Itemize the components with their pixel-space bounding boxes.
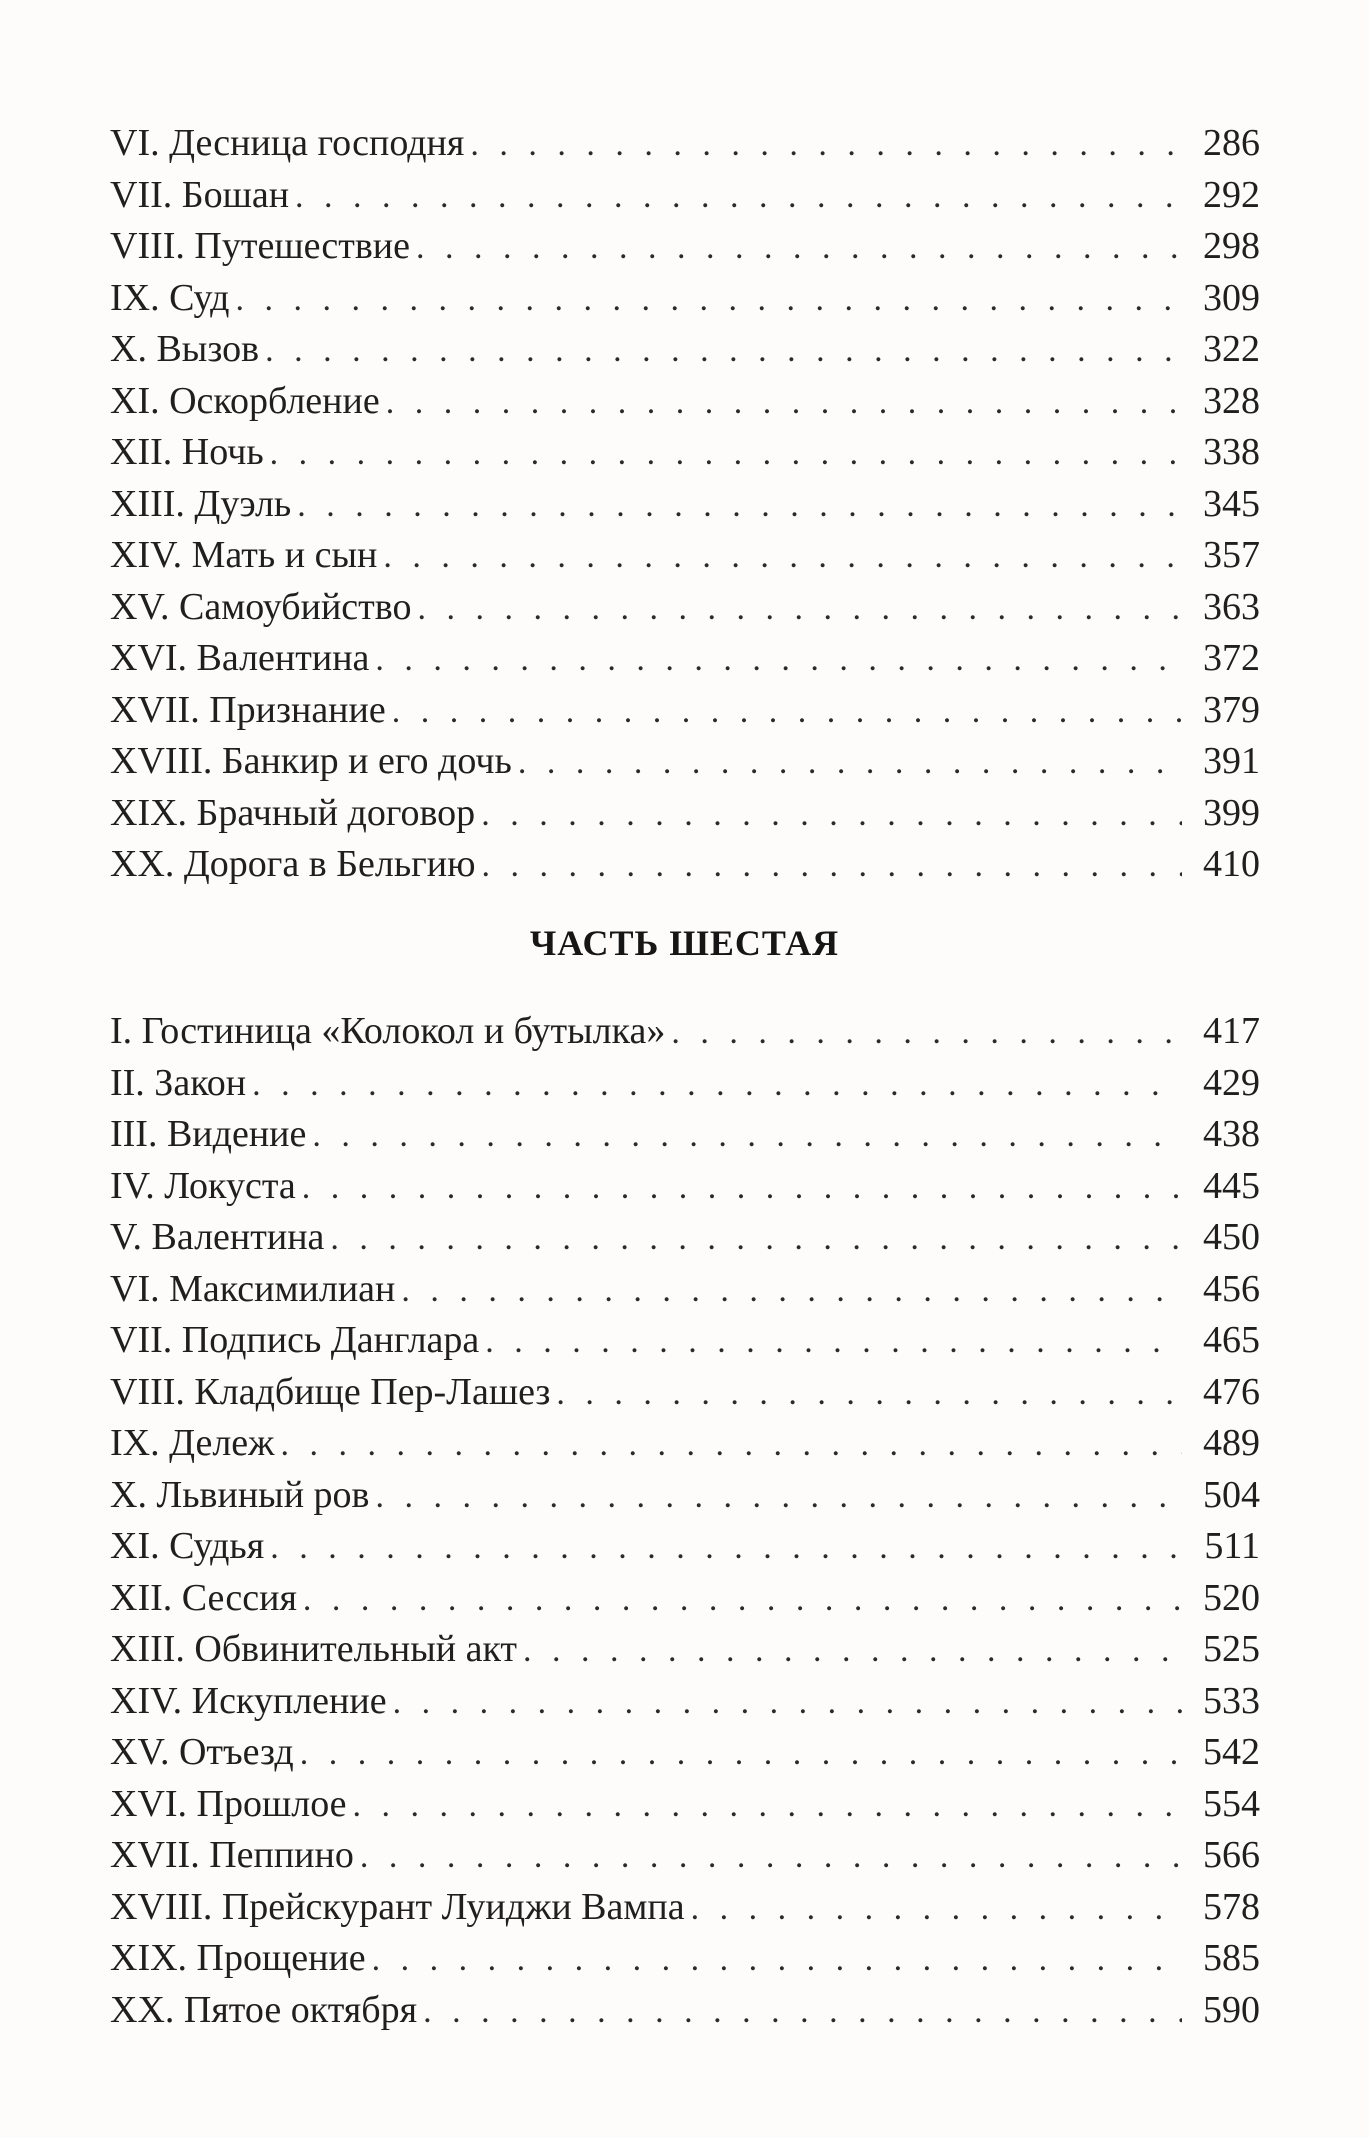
toc-entry	[110, 633, 1260, 685]
toc-leader-dots	[481, 789, 1182, 841]
toc-entry	[110, 170, 1260, 222]
toc-leader-dots	[485, 1316, 1182, 1368]
toc-entry-title: XV. Самоубийство	[110, 585, 412, 628]
toc-entry	[110, 1676, 1260, 1728]
toc-entry-title: XVI. Прошлое	[110, 1782, 347, 1825]
toc-entry-title: VI. Десница господня	[110, 122, 465, 164]
toc-entry-page-number: 590	[1203, 1988, 1260, 2031]
toc-entry-page-number: 363	[1203, 585, 1260, 628]
toc-entry-page-number: 286	[1203, 122, 1260, 164]
toc-entry-title: XVIII. Банкир и его дочь	[110, 740, 512, 782]
toc-entry-page-number: 554	[1203, 1782, 1260, 1825]
toc-entry-page-number: 542	[1203, 1731, 1260, 1773]
toc-leader-dots	[401, 1265, 1182, 1317]
toc-entry-title: I. Гостиница «Колокол и бутылка»	[110, 1010, 666, 1052]
toc-entry-page-number: 566	[1203, 1834, 1260, 1876]
toc-entry-title: XIII. Дуэль	[110, 482, 292, 525]
toc-entry-page-number: 445	[1203, 1164, 1260, 1207]
toc-entry-title: II. Закон	[110, 1061, 247, 1104]
toc-entry-page-number: 357	[1203, 534, 1260, 576]
toc-entry	[110, 1470, 1260, 1522]
toc-entry	[110, 1933, 1260, 1985]
toc-entry-page-number: 322	[1203, 328, 1260, 370]
toc-entry-page-number: 338	[1203, 431, 1260, 473]
toc-leader-dots	[312, 1110, 1182, 1162]
toc-entry-title: XI. Судья	[110, 1525, 265, 1567]
toc-entry-page-number: 585	[1203, 1937, 1260, 1979]
toc-entry	[110, 1624, 1260, 1676]
toc-leader-dots	[386, 377, 1182, 429]
toc-entry-page-number: 292	[1203, 173, 1260, 216]
toc-entry-page-number: 520	[1203, 1576, 1260, 1619]
part-heading: ЧАСТЬ ШЕСТАЯ	[529, 923, 840, 963]
toc-entry-page-number: 391	[1203, 740, 1260, 782]
toc-leader-dots	[523, 1625, 1182, 1677]
toc-entry-page-number: 578	[1203, 1885, 1260, 1928]
toc-entry-title: IV. Локуста	[110, 1164, 296, 1207]
toc-entry-page-number: 372	[1203, 637, 1260, 679]
toc-entry	[110, 273, 1260, 325]
toc-entry-title: X. Львиный ров	[110, 1473, 370, 1516]
toc-entry-title: XIX. Брачный договор	[110, 791, 476, 834]
toc-leader-dots	[270, 428, 1182, 480]
toc-entry	[110, 221, 1260, 273]
toc-entry-page-number: 429	[1203, 1061, 1260, 1104]
toc-entry	[110, 1109, 1260, 1161]
toc-leader-dots	[252, 1059, 1182, 1111]
toc-leader-dots	[235, 274, 1182, 326]
toc-entry-page-number: 533	[1203, 1679, 1260, 1722]
toc-entry-page-number: 489	[1203, 1422, 1260, 1464]
toc-entry-page-number: 298	[1203, 225, 1260, 267]
toc-entry-title: VII. Бошан	[110, 173, 290, 216]
toc-leader-dots	[280, 1419, 1182, 1471]
toc-entry	[110, 1006, 1260, 1058]
toc-leader-dots	[482, 840, 1183, 892]
toc-leader-dots	[383, 531, 1182, 583]
toc-leader-dots	[393, 1677, 1182, 1729]
toc-entry-title: V. Валентина	[110, 1216, 325, 1258]
toc-entry-title: XII. Ночь	[110, 431, 264, 473]
toc-entry-title: XX. Дорога в Бельгию	[110, 843, 476, 885]
toc-leader-dots	[416, 222, 1182, 274]
toc-entry-page-number: 410	[1203, 843, 1260, 885]
toc-leader-dots	[671, 1007, 1182, 1059]
toc-leader-dots	[297, 480, 1182, 532]
toc-entry	[110, 788, 1260, 840]
toc-entry-page-number: 399	[1203, 791, 1260, 834]
toc-entry	[110, 530, 1260, 582]
toc-entry-page-number: 379	[1203, 688, 1260, 731]
toc-entry-page-number: 417	[1203, 1010, 1260, 1052]
toc-entry	[110, 479, 1260, 531]
toc-entry-page-number: 345	[1203, 482, 1260, 525]
toc-entry-page-number: 438	[1203, 1113, 1260, 1155]
toc-entry	[110, 1573, 1260, 1625]
toc-entry	[110, 1315, 1260, 1367]
toc-entry	[110, 1985, 1260, 2037]
toc-leader-dots	[392, 686, 1182, 738]
toc-entry-title: VI. Максимилиан	[110, 1267, 396, 1310]
toc-entry-title: XII. Сессия	[110, 1576, 297, 1619]
toc-entry-page-number: 328	[1203, 379, 1260, 422]
toc-entry	[110, 427, 1260, 479]
toc-entry	[110, 1521, 1260, 1573]
toc-entry-page-number: 456	[1203, 1267, 1260, 1310]
toc-entry	[110, 736, 1260, 788]
toc-entry-title: XIV. Мать и сын	[110, 534, 378, 576]
toc-leader-dots	[375, 1471, 1182, 1523]
toc-leader-dots	[303, 1574, 1182, 1626]
toc-entry-title: X. Вызов	[110, 328, 260, 370]
toc-entry-page-number: 525	[1203, 1628, 1260, 1670]
toc-entry-page-number: 476	[1203, 1370, 1260, 1413]
toc-leader-dots	[372, 1934, 1182, 1986]
toc-entry-title: XIII. Обвинительный акт	[110, 1628, 518, 1670]
toc-leader-dots	[360, 1831, 1182, 1883]
toc-entry	[110, 1727, 1260, 1779]
toc-leader-dots	[265, 325, 1182, 377]
toc-entry	[110, 118, 1260, 170]
toc-entry-title: XV. Отъезд	[110, 1731, 294, 1773]
toc-entry	[110, 1058, 1260, 1110]
toc-list-first	[110, 118, 1260, 891]
toc-entry	[110, 1212, 1260, 1264]
toc-entry-title: XIV. Искупление	[110, 1679, 387, 1722]
toc-leader-dots	[691, 1883, 1182, 1935]
toc-leader-dots	[518, 737, 1182, 789]
toc-entry	[110, 582, 1260, 634]
toc-entry	[110, 1779, 1260, 1831]
toc-entry-title: XVI. Валентина	[110, 637, 370, 679]
toc-entry-title: XVIII. Прейскурант Луиджи Вампа	[110, 1885, 685, 1928]
toc-list-second	[110, 1006, 1260, 2036]
toc-leader-dots	[556, 1368, 1182, 1420]
toc-entry-title: VII. Подпись Данглара	[110, 1319, 480, 1361]
toc-entry-page-number: 450	[1203, 1216, 1260, 1258]
toc-entry	[110, 1161, 1260, 1213]
toc-entry-title: XI. Оскорбление	[110, 379, 380, 422]
toc-leader-dots	[470, 119, 1182, 171]
toc-entry	[110, 324, 1260, 376]
toc-entry	[110, 1830, 1260, 1882]
toc-entry-page-number: 465	[1203, 1319, 1260, 1361]
toc-entry-title: III. Видение	[110, 1113, 307, 1155]
toc-entry-title: XX. Пятое октября	[110, 1988, 418, 2031]
toc-leader-dots	[295, 171, 1182, 223]
toc-entry	[110, 1367, 1260, 1419]
toc-entry	[110, 376, 1260, 428]
toc-leader-dots	[302, 1162, 1182, 1214]
toc-entry-page-number: 309	[1203, 276, 1260, 319]
toc-entry-title: XIX. Прощение	[110, 1937, 366, 1979]
toc-leader-dots	[353, 1780, 1182, 1832]
toc-entry	[110, 685, 1260, 737]
toc-leader-dots	[330, 1213, 1182, 1265]
toc-leader-dots	[417, 583, 1182, 635]
toc-entry-page-number: 504	[1203, 1473, 1260, 1516]
toc-entry-title: IX. Суд	[110, 276, 230, 319]
toc-leader-dots	[423, 1986, 1182, 2038]
toc-entry-title: VIII. Путешествие	[110, 225, 411, 267]
toc-entry-title: XVII. Признание	[110, 688, 386, 731]
toc-leader-dots	[375, 634, 1182, 686]
toc-entry	[110, 1264, 1260, 1316]
toc-leader-dots	[300, 1728, 1182, 1780]
toc-entry-page-number: 511	[1204, 1525, 1260, 1567]
toc-entry-title: VIII. Кладбище Пер-Лашез	[110, 1370, 551, 1413]
toc-entry-title: IX. Дележ	[110, 1422, 275, 1464]
toc-entry	[110, 1882, 1260, 1934]
toc-entry	[110, 1418, 1260, 1470]
toc-entry	[110, 839, 1260, 891]
toc-leader-dots	[270, 1522, 1182, 1574]
toc-entry-title: XVII. Пеппино	[110, 1834, 354, 1876]
